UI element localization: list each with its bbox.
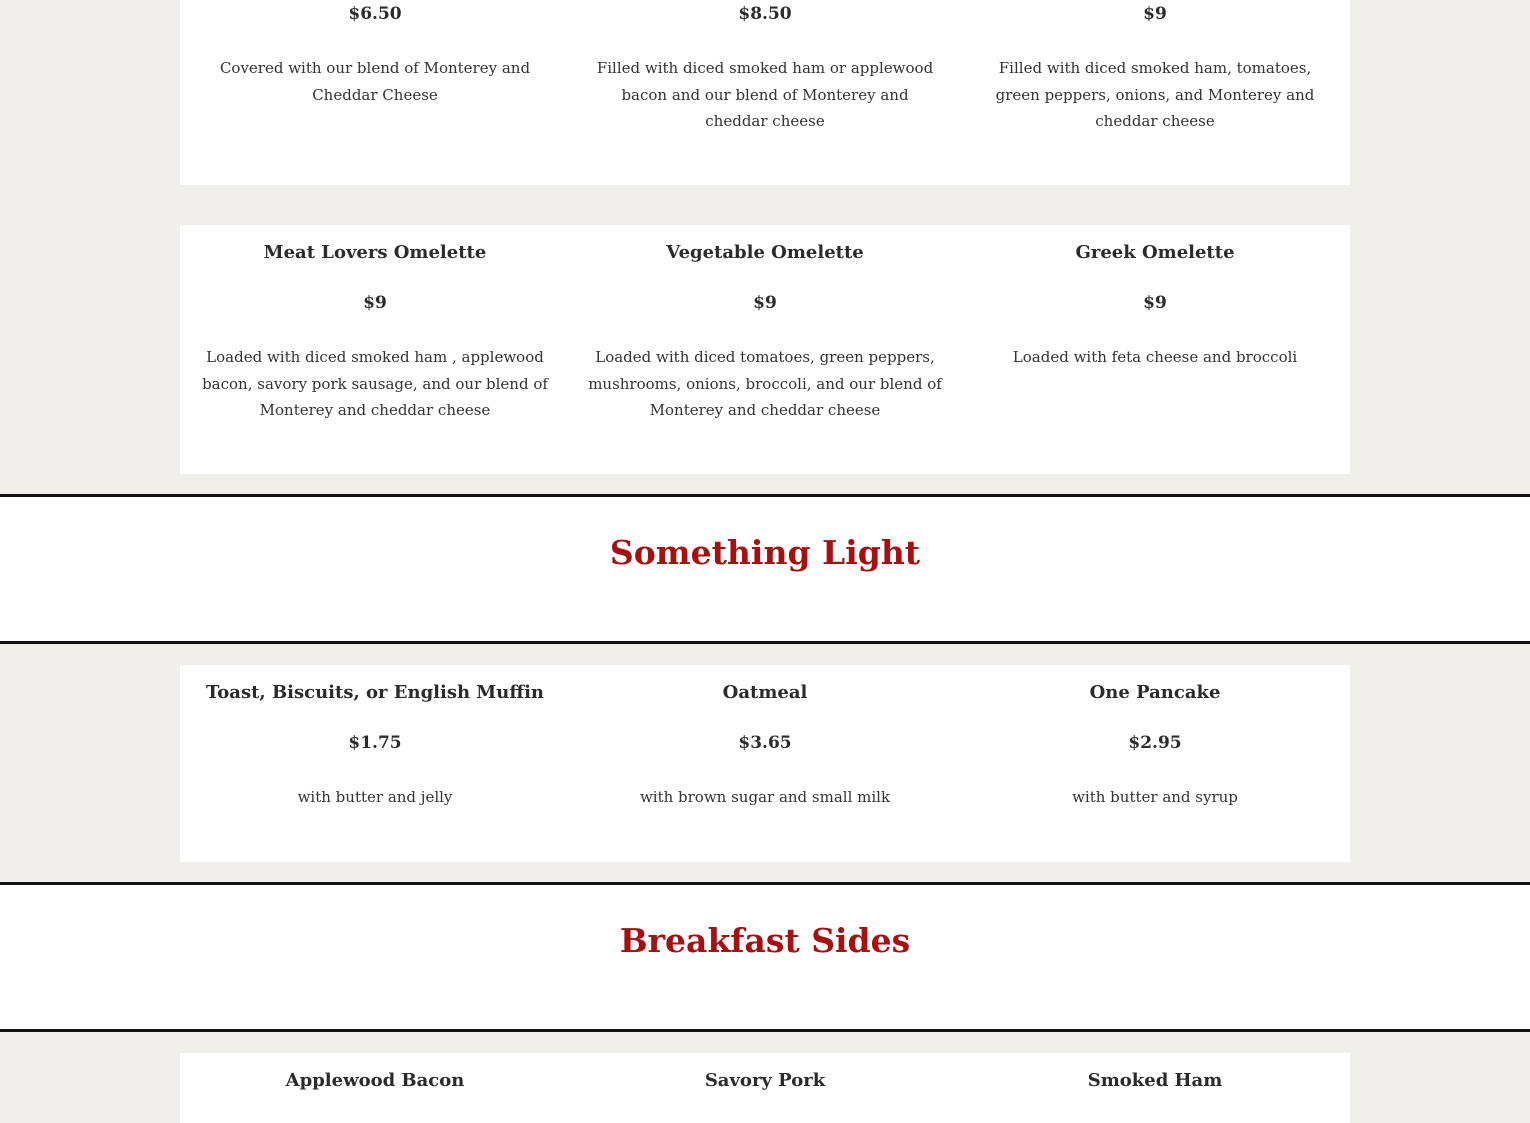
item-price: $9 <box>1143 4 1167 24</box>
item-name: Toast, Biscuits, or English Muffin <box>205 682 545 703</box>
item-price: $9 <box>753 293 777 313</box>
item-price: $9 <box>1143 293 1167 313</box>
item-description: Loaded with diced tomatoes, green peppers, mushrooms, onions, broccoli, and our blend of Monterey and cheddar cheese <box>588 348 942 419</box>
menu-item <box>960 681 1350 811</box>
item-description: Loaded with feta cheese and broccoli <box>1012 348 1298 366</box>
menu-item <box>180 1069 570 1093</box>
menu-item <box>180 241 570 424</box>
item-price: $9 <box>363 293 387 313</box>
menu-item <box>180 681 570 811</box>
menu-item <box>570 2 960 135</box>
menu-item <box>960 2 1350 135</box>
menu-band-breakfast-sides <box>180 1053 1350 1123</box>
item-description: Filled with diced smoked ham, tomatoes, green peppers, onions, and Monterey and cheddar cheese <box>995 59 1315 130</box>
item-price: $1.75 <box>348 733 402 753</box>
section-title: Something Light <box>609 533 921 572</box>
section-header-something-light <box>0 494 1530 644</box>
item-price: $3.65 <box>738 733 792 753</box>
section-header-breakfast-sides <box>0 882 1530 1032</box>
section-title: Breakfast Sides <box>619 921 911 960</box>
menu-band-something-light <box>180 665 1350 862</box>
item-description: Loaded with diced smoked ham , applewood bacon, savory pork sausage, and our blend of Monterey and cheddar cheese <box>202 348 548 419</box>
item-name: Greek Omelette <box>1075 242 1235 263</box>
item-description: with butter and jelly <box>297 788 453 806</box>
item-price: $6.50 <box>348 4 402 24</box>
item-description: with butter and syrup <box>1072 788 1238 806</box>
menu-item <box>180 2 570 135</box>
item-price: $2.95 <box>1128 733 1182 753</box>
menu-band-top <box>180 0 1350 185</box>
item-name: Vegetable Omelette <box>666 242 864 263</box>
item-description: Covered with our blend of Monterey and Cheddar Cheese <box>219 59 531 104</box>
menu-item <box>960 1069 1350 1093</box>
item-price: $8.50 <box>738 4 792 24</box>
menu-item <box>570 1069 960 1093</box>
item-name: Oatmeal <box>722 682 808 703</box>
item-name: One Pancake <box>1089 682 1221 703</box>
item-name: Savory Pork <box>704 1070 826 1091</box>
item-name: Meat Lovers Omelette <box>263 242 487 263</box>
item-description: Filled with diced smoked ham or applewood bacon and our blend of Monterey and cheddar cheese <box>596 59 934 130</box>
menu-band-omelettes <box>180 225 1350 474</box>
item-name: Smoked Ham <box>1087 1070 1223 1091</box>
item-name: Applewood Bacon <box>285 1070 465 1091</box>
menu-item <box>960 241 1350 424</box>
item-description: with brown sugar and small milk <box>639 788 891 806</box>
menu-item <box>570 241 960 424</box>
menu-item <box>570 681 960 811</box>
